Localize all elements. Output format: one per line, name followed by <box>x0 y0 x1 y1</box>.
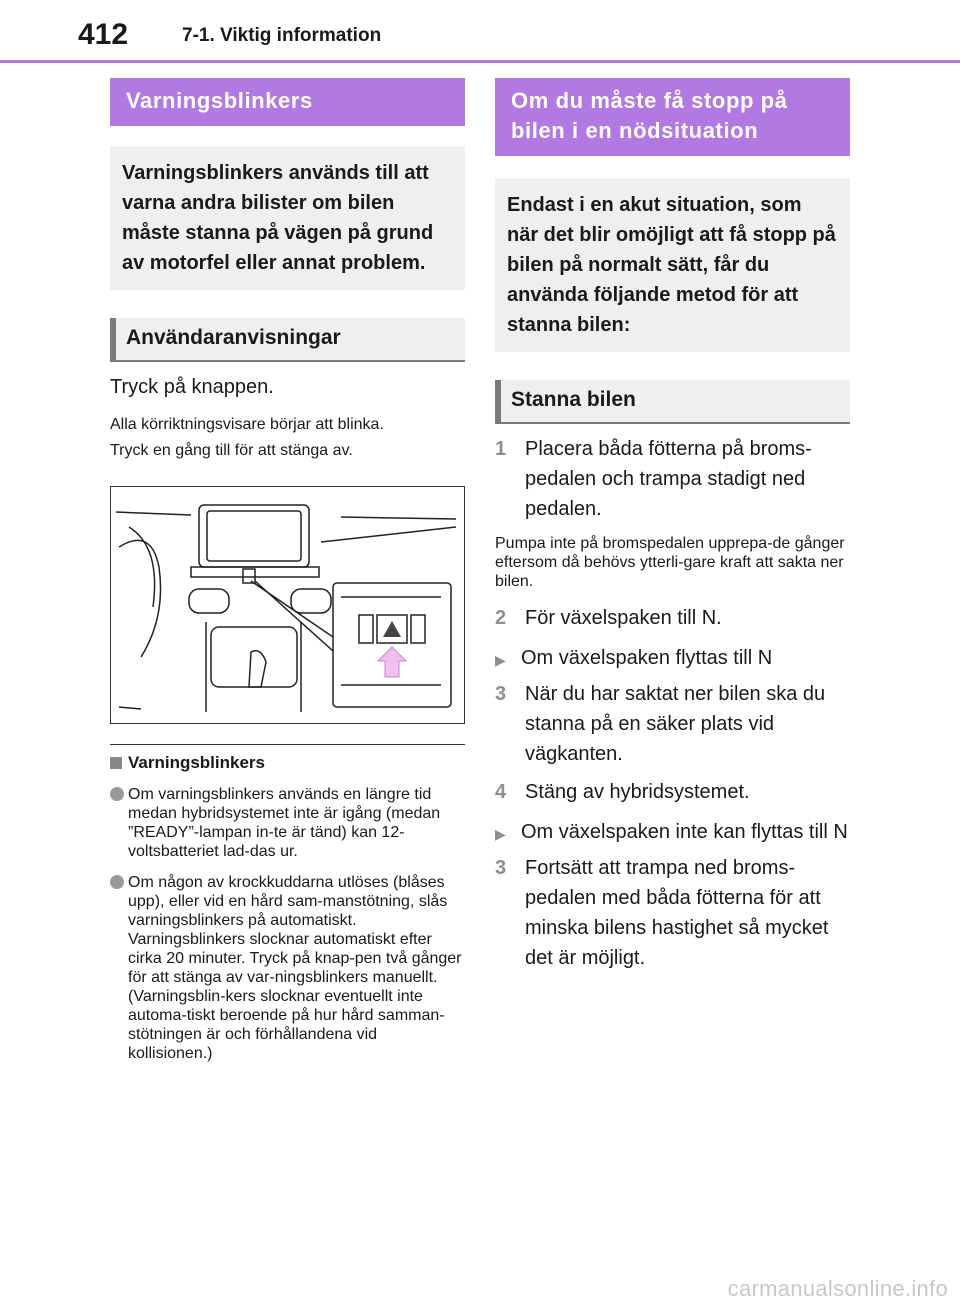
watermark: carmanualsonline.info <box>727 1276 948 1301</box>
note-item-1-text: Om varningsblinkers används en längre tid medan hybridsystemet inte är igång (medan ”READY”-lampan in-te är tänd) kan 12-voltsbatteriet lad-das ur. <box>128 786 441 860</box>
step-1 <box>495 434 850 524</box>
square-bullet-icon <box>110 757 122 769</box>
hazard-intro: Varningsblinkers används till att varna andra bilister om bilen måste stanna på vägen på grund av motorfel eller annat problem. <box>110 146 465 290</box>
step-1-number: 1 <box>495 438 507 460</box>
hazard-warning-icon <box>383 621 401 637</box>
step-4-number: 4 <box>495 781 507 803</box>
branch-shift-to-n <box>495 643 850 675</box>
left-column <box>110 78 465 1063</box>
hazard-heading: Varningsblinkers <box>110 78 465 126</box>
triangle-arrow-icon: ▶ <box>495 652 506 668</box>
triangle-arrow-icon: ▶ <box>495 826 506 842</box>
note-heading-text: Varningsblinkers <box>128 753 265 772</box>
detail-line-1: Alla körriktningsvisare börjar att blinka. <box>110 416 384 433</box>
step-1-text: Placera båda fötterna på broms-pedalen och trampa stadigt ned pedalen. <box>525 438 812 520</box>
round-bullet-icon <box>110 787 124 801</box>
note-item-2 <box>110 873 465 1063</box>
emergency-intro: Endast i en akut situation, som när det blir omöjligt att få stopp på bilen på normalt sätt, får du använda följande metod för att stanna bilen: <box>495 178 850 352</box>
stop-car-subheading: Stanna bilen <box>495 380 850 424</box>
dashboard-illustration <box>110 486 465 724</box>
note-heading <box>110 753 465 773</box>
step-3b-text: Fortsätt att trampa ned broms-pedalen med båda fötterna för att minska bilens hastighet så mycket det är möjligt. <box>525 857 829 969</box>
step-3a <box>495 679 850 769</box>
dashboard-drawing <box>111 487 463 721</box>
right-column <box>495 78 850 973</box>
note-item-2-text: Om någon av krockkuddarna utlöses (blåses upp), eller vid en hård sam-manstötning, slås varningsblinkers på automatiskt. Varningsblinkers slocknar automatiskt efter cirka 20 minuter. Tryck på knap-pen två gånger för att stänga av var-ningsblinkers manuellt. (Varningsblin-kers slocknar eventuellt inte automa-tiskt beroende på hur hård samman-stötningen är och förhållandena vid kollisionen.) <box>128 874 462 1062</box>
section-title: 7-1. Viktig information <box>182 25 382 46</box>
branch-shift-to-n-text: Om växelspaken flyttas till N <box>521 647 773 669</box>
step-3a-number: 3 <box>495 683 507 705</box>
step-3a-text: När du har saktat ner bilen ska du stanna på en säker plats vid vägkanten. <box>525 683 826 765</box>
step-2-text: För växelspaken till N. <box>525 607 722 629</box>
step-3b <box>495 853 850 973</box>
page-header <box>0 0 960 64</box>
emergency-stop-heading: Om du måste få stopp på bilen i en nödsituation <box>495 78 850 156</box>
header-divider <box>0 60 960 63</box>
step-2-number: 2 <box>495 607 507 629</box>
page-number: 412 <box>78 18 129 51</box>
step-4-text: Stäng av hybridsystemet. <box>525 781 750 803</box>
round-bullet-icon <box>110 875 124 889</box>
step-2 <box>495 603 850 633</box>
usage-subheading: Användaranvisningar <box>110 318 465 362</box>
step-4 <box>495 777 850 807</box>
press-button-instruction: Tryck på knappen. <box>110 376 274 398</box>
step-1-note: Pumpa inte på bromspedalen upprepa-de gånger eftersom då behövs ytterli-gare kraft att sakta ner bilen. <box>495 535 845 590</box>
pointer-arrow-icon <box>378 647 406 677</box>
branch-cannot-shift <box>495 817 850 849</box>
detail-line-2: Tryck en gång till för att stänga av. <box>110 442 353 459</box>
step-3b-number: 3 <box>495 857 507 879</box>
branch-cannot-shift-text: Om växelspaken inte kan flyttas till N <box>521 821 848 843</box>
note-item-1 <box>110 785 465 861</box>
